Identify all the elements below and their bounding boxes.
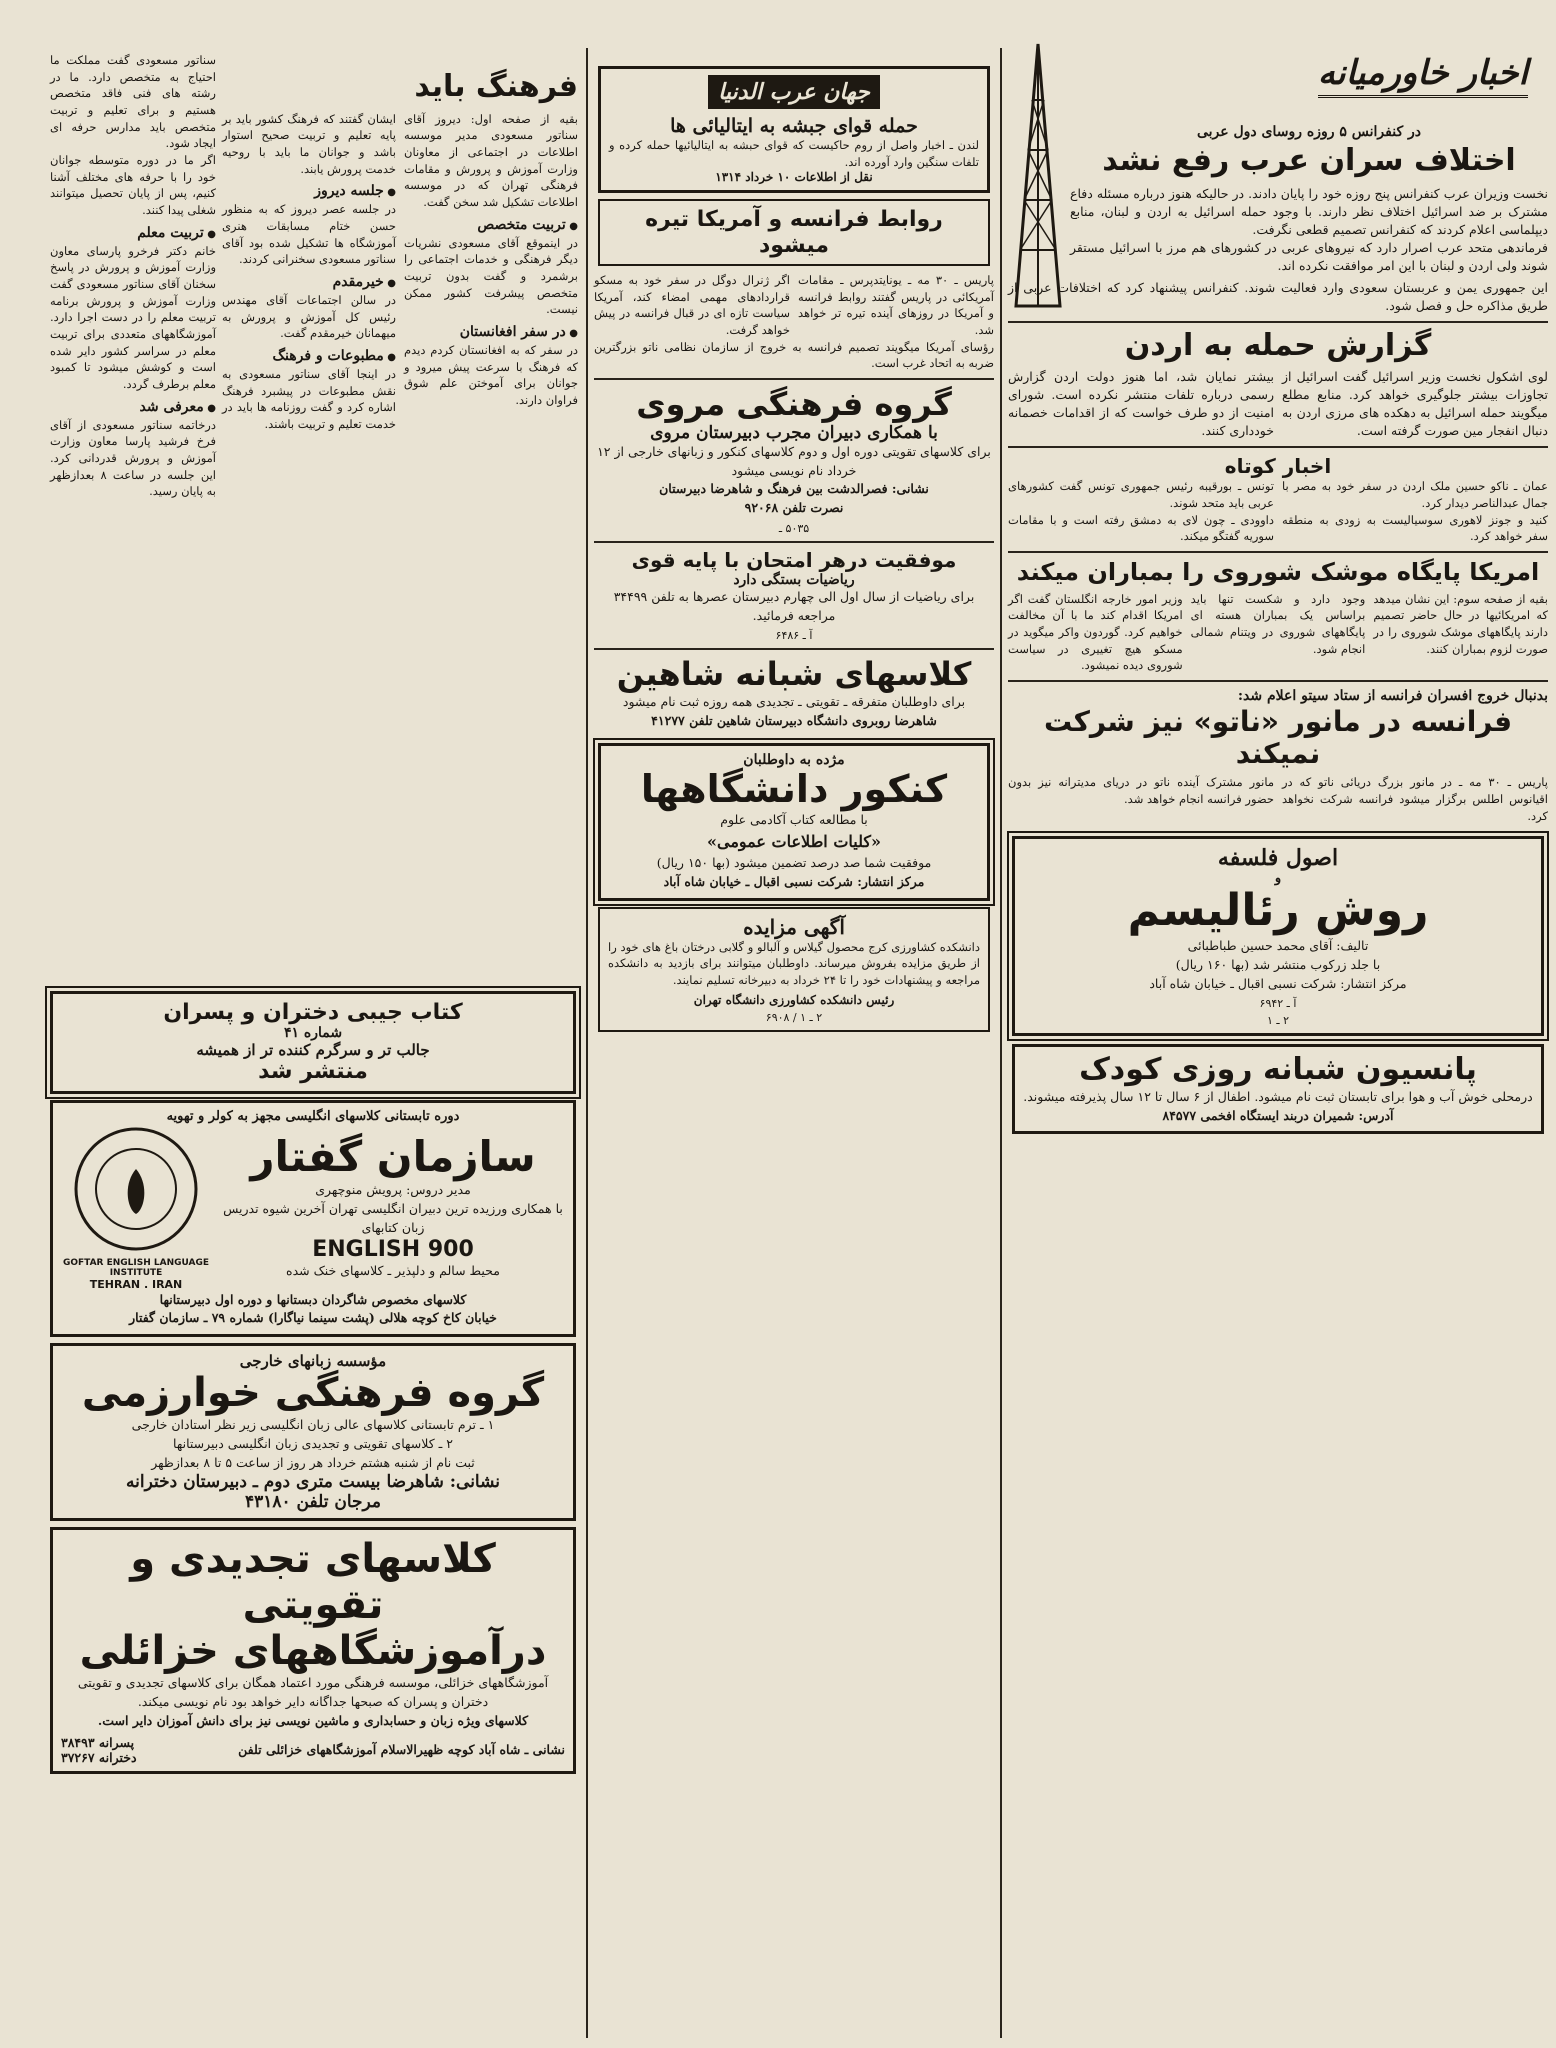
short-news-item: تونس ـ بورقیبه رئیس جمهوری تونس گفت کشورهای عربی باید متحد شوند. [1008,479,1274,511]
konkur-big-title: کنکور دانشگاهها [640,766,948,811]
goftar-logo [61,1124,211,1291]
culture-section-title: ● جلسه دیروز [222,183,396,199]
ad-code: آ ـ ۶۹۴۲ [1259,997,1297,1011]
shahin-big-title: کلاسهای شبانه شاهین [616,655,972,694]
france-kicker: بدنبال خروج افسران فرانسه از ستاد سیتو اعلام شد: [1237,688,1548,705]
ad-line: محیط سالم و دلپذیر ـ کلاسهای خنک شده [286,1263,500,1279]
left-paragraph: اگر ما در دوره متوسطه جوانان خود را با حرفه های مختلف آشنا کنیم، پس از پایان تحصیل میتوانند شغلی پیدا کنند. [50,153,216,218]
left-section-title: ● تربیت معلم [50,225,216,241]
pension-big-title: پانسیون شبانه روزی کودک [1079,1052,1477,1088]
ad-line: نصرت تلفن ۹۲۰۶۸ [744,500,844,516]
ad-line: کلاسهای ویژه زبان و حسابداری و ماشین نویسی نیز برای دانش آموزان دایر است. [97,1712,529,1728]
left-ads-block [46,985,580,1780]
arab-headline: اختلاف سران عرب رفع نشد [1102,143,1516,178]
france-paragraph: مانور مشترک آینده ناتو در دریای مدیترانه نیز بدون حضور فرانسه انجام خواهد شد. [1008,775,1274,807]
goftar-logo-text: GOFTAR ENGLISH LANGUAGE INSTITUTE [62,1257,210,1278]
center-right-column [594,60,994,2028]
relations-headline: روابط فرانسه و آمریکا تیره میشود [645,207,943,258]
relations-paragraph: پاریس ـ ۳۰ مه ـ یونایتدپرس ـ مقامات آمریکائی در پاریس گفتند روابط فرانسه و آمریکا در روزهای آینده تیره تر خواهد شد. [798,272,994,337]
ad-code: ۲ ـ ۱ / ۶۹۰۸ [765,1010,823,1024]
ad-line: برای کلاسهای تقویتی دوره اول و دوم کلاسهای کنکور و زبانهای خارجی از ۱۲ خرداد نام نویسی میشود [597,443,991,478]
arab-paragraph: فرماندهی متحد عرب اصرار دارد که نیروهای عربی در کشورهای هم مرز با اسرائیل مستقر شوند ولی اردن و لبنان با این امر موافقت نکرده اند. [1070,239,1548,273]
ad-code: ۲ ـ ۱ [1266,1014,1290,1028]
ad-line: ریاضیات بستگی دارد [733,571,855,588]
khazali-big-title-2: درآموزشگاههای خزائلی [79,1628,547,1675]
relations-paragraph: رؤسای آمریکا میگویند تصمیم فرانسه به خروج از سازمان نظامی ناتو بزرگترین ضربه به اتحاد غرب است. [594,339,994,371]
middle-east-column [1008,40,1548,2028]
ad-line: «کلیات اطلاعات عمومی» [707,832,881,851]
jordan-paragraph: بیشتر نمایان شد، اما هنوز دولت اردن گزارش رسمی درباره تلفات منتشر نکرده است. شورای امنیت از دو طرف خواست که از اقدامات خصمانه خودداری کنند. [1008,368,1274,439]
pocket-book-issue: شماره ۴۱ [283,1025,343,1042]
goftar-logo-icon [71,1124,201,1254]
ethiopia-text: لندن ـ اخبار واصل از روم حاکیست که قوای حبشه به ایتالیائیها حمله کرده و تلفات سنگین وارد آورده اند. [609,138,979,169]
ad-code: ۵۰۳۵ ـ [778,521,810,535]
exam-ad [594,549,994,643]
auction-ad [598,907,990,1032]
pension-ad [1012,1044,1544,1134]
relations-headline-box [598,199,990,266]
divider [594,378,994,380]
ad-line: شاهرضا روبروی دانشگاه دبیرستان شاهین تلفن ۴۱۲۷۷ [651,712,937,728]
khazali-big-title: کلاسهای تجدیدی و تقویتی [130,1536,496,1629]
ad-line: مدیر دروس: پرویش منوچهری [315,1182,471,1198]
ad-line: با مطالعه کتاب آکادمی علوم [720,812,868,828]
left-section-text: خانم دکتر فرخرو پارسای معاون وزارت آموزش و پرورش در پاسخ سخنان آقای سناتور مسعودی گفت وزارت آموزش و پرورش برنامه تربیت معلم را در دست اجرا دارد. آموزشگاههای متعددی برای تربیت معلم در سراسر کشور دایر شده است و کوشش میشود تا کمبود معلم برطرف گردد. [50,243,216,392]
goftar-ad [50,1100,576,1338]
kharazmi-kicker: مؤسسه زبانهای خارجی [239,1352,387,1371]
culture-section-text: در جلسه عصر دیروز که به منظور حسن ختام مسابقات هنری آموزشگاه ها تشکیل شده بود آقای سناتور مسعودی سخنرانی کردند. [222,202,396,267]
kharazmi-phone: مرجان تلفن ۴۳۱۸۰ [244,1492,382,1513]
ad-line: آدرس: شمیران دربند ایستگاه افخمی ۸۴۵۷۷ [1162,1107,1394,1123]
divider [1008,446,1548,448]
philosophy-title: اصول فلسفه [1217,845,1339,872]
culture-title: فرهنگ باید [414,69,578,104]
divider [1008,680,1548,682]
oil-derrick-icon [1008,40,1068,310]
pocket-book-ad [50,991,576,1094]
culture-section-text: در سفر که به افغانستان کردم دیدم که فرهنگ با سرعت پیش میرود و جوانان برای آموختن علم شوق فراوان دارند. [404,342,578,407]
ad-line: درمحلی خوش آب و هوا برای تابستان ثبت نام میشود. اطفال از ۶ سال تا ۱۲ سال پذیرفته میشوند. [1023,1088,1533,1104]
pocket-book-published: منتشر شد [258,1059,368,1085]
relations-paragraph: اگر ژنرال دوگل در سفر خود به مسکو قراردادهای مهمی امضاء کند، آمریکا سیاست تازه ای در قبال فرانسه در پیش خواهد گرفت. [594,272,790,337]
pocket-book-title: کتاب جیبی دختران و پسران [163,1000,463,1025]
arab-paragraph: نخست وزیران عرب کنفرانس پنج روزه خود را پایان دادند. در حالیکه هنوز درباره مسئله دفاع مشترک بر ضد اسرائیل اختلاف نظر دارند. با وجود حمله اسرائیل به اردن و لبنان، منابع دیپلماسی اعلام کردند که کنفرانس تصمیم قطعی نگرفت. [1070,185,1548,237]
short-news-item: عمان ـ ناکو حسین ملک اردن در سفر خود به مصر با جمال عبدالناصر دیدار کرد. [1282,479,1548,511]
usa-paragraph: وجود دارد و شکست تنها باید براساس یک بمباران هسته ای پایگاههای شوروی در ویتنام شمالی انجام شود. [1190,591,1366,656]
divider [594,648,994,650]
arab-paragraph: این جمهوری یمن و عربستان سعودی وارد فعالیت شوند. کنفرانس پیشنهاد کرد که اختلافات عربی از طریق مذاکره حل و فصل شود. [1008,280,1548,314]
goftar-logo-city: TEHRAN . IRAN [89,1277,183,1291]
section-title: اخبار خاورمیانه [1318,54,1528,98]
short-news-title: اخبار کوتاه [1224,454,1332,479]
auction-text: دانشکده کشاورزی کرج محصول گیلاس و آلبالو و گلابی درختان باغ های خود را از طریق مزایده بفروش میرساند. داوطلبان میتوانند برای بازدید به دانشکده مراجعه و پیشنهادات خود را تا ۲۴ خرداد به دبیرخانه تسلیم نمایند. [608,939,980,987]
usa-headline: امریکا پایگاه موشک شوروی را بمباران میکند [1016,558,1540,587]
goftar-english: ENGLISH 900 [312,1237,474,1263]
ad-line: با جلد زرکوب منتشر شد (بها ۱۶۰ ریال) [1175,956,1381,972]
ad-line: با همکاری ورزیده ترین دبیران انگلیسی تهران آخرین شیوه تدریس زبان کتابهای [223,1200,563,1235]
philosophy-big-title: روش رئالیسم [1127,885,1429,937]
ethiopia-source: نقل از اطلاعات ۱۰ خرداد ۱۳۱۴ [715,170,873,185]
culture-paragraph: ایشان گفتند که فرهنگ کشور باید بر پایه تعلیم و تربیت صحیح استوار باشد و جوانان ما باید با روحیه خدمت پرورش یابند. [222,111,396,176]
ad-line: موفقیت شما صد درصد تضمین میشود (بها ۱۵۰ ریال) [656,855,932,870]
marvi-sub: با همکاری دبیران مجرب دبیرستان مروی [650,422,938,443]
france-headline: فرانسه در مانور «ناتو» نیز شرکت نمیکند [1043,705,1513,771]
jordan-headline: گزارش حمله به اردن [1124,328,1432,364]
divider [1008,551,1548,553]
goftar-big-title: سازمان گفتار [250,1131,536,1181]
left-paragraph: سناتور مسعودی گفت مملکت ما احتیاج به متخصص دارد. ما در رشته های فنی فاقد متخصص هستیم و برای تعلیم و تربیت متخصص باید مدارس حرفه ای ایجاد شود. [50,53,216,151]
usa-paragraph: وزیر امور خارجه انگلستان گفت اگر امریکا اقدام کند ما با آن مخالفت خواهیم کرد. گوردون واکر میگوید در مسکو هیچ تغییری در سیاست شوروی دیده نمیشود. [1007,591,1183,673]
goftar-kicker: دوره تابستانی کلاسهای انگلیسی مجهز به کولر و تهویه [166,1108,460,1124]
philosophy-ad [1012,836,1544,1036]
khazali-ad [50,1527,576,1773]
culture-section-title: ● مطبوعات و فرهنگ [222,348,396,364]
ad-line: برای ریاضیات از سال اول الی چهارم دبیرستان عصرها به تلفن ۳۴۴۹۹ مراجعه فرمائید. [613,588,975,623]
jordan-paragraph: لوی اشکول نخست وزیر اسرائیل گفت اسرائیل از تجاوزات بیشتر جلوگیری خواهد کرد. منابع مطلع میگویند حمله اسرائیل به دهکده های مرزی اردن به دنبال انفجار مین صورت گرفته است. [1282,368,1548,439]
konkur-kicker: مژده به داوطلبان [743,751,845,768]
kharazmi-address: نشانی: شاهرضا بیست متری دوم ـ دبیرستان دخترانه [126,1472,500,1493]
ad-line: ۲ ـ کلاسهای تقویتی و تجدیدی زبان انگلیسی دبیرستانها [173,1435,453,1451]
culture-section-text: در اینجا آقای سناتور مسعودی به نقش مطبوعات در پیشبرد فرهنگ اشاره کرد و گفت روزنامه ها باید در خدمت تعلیم و تربیت باشند. [222,366,396,431]
culture-section-text: در سالن اجتماعات آقای مهندس رئیس کل آموزش و پرورش به میهمانان خیرمقدم گفت. [222,292,396,341]
philosophy-connector: و [1274,871,1282,887]
ethiopia-headline: حمله قوای جبشه به ایتالیائی ها [670,115,918,137]
marvi-big-title: گروه فرهنگی مروی [636,384,952,423]
culture-section-text: در اینموقع آقای مسعودی نشریات دیگر فرهنگی و خدمات اجتماعی را برشمرد و گفت بدون تربیت متخصص پیشرفت کشور ممکن نیست. [404,235,578,317]
culture-paragraph: بقیه از صفحه اول: دیروز آقای سناتور مسعودی مدیر موسسه اطلاعات در اجتماعی از معاونان وزارت آموزش و پرورش و مقامات فرهنگی تهران که در موسسه اطلاعات تشکیل شد سخن گفت. [404,111,578,209]
ad-line: مرکز انتشار: شرکت نسبی اقبال ـ خیابان شاه آباد [1149,975,1407,991]
thirty-years-ago-box [598,66,990,193]
column-rule [586,48,588,2038]
khazali-phone-girls: دخترانه ۳۷۲۶۷ [61,1749,137,1765]
ad-line: تالیف: آقای محمد حسین طباطبائی [1187,938,1369,953]
marvi-ad [594,386,994,535]
shahin-ad [594,656,994,730]
ad-line: برای داوطلبان متفرقه ـ تقویتی ـ تجدیدی همه روزه ثبت نام میشود [622,694,966,710]
ad-line: آموزشگاههای خزائلی، موسسه فرهنگی مورد اعتماد همگان برای کلاسهای تجدیدی و تقویتی دختران و پسران که صبحها جداگانه دایر خواهد بود نام نویسی میکند. [77,1675,549,1710]
kharazmi-big-title: گروه فرهنگی خوارزمی [81,1370,545,1417]
ad-line: ثبت نام از شنبه هشتم خرداد هر روز از ساعت ۵ تا ۸ بعدازظهر [151,1454,475,1470]
khazali-phone-boys: پسرانه ۳۸۴۹۳ [61,1734,135,1750]
left-section-text: درخاتمه سناتور مسعودی از آقای فرخ فرشید پارسا معاون وزارت آموزش و پرورش قدردانی کرد. این جلسه در ساعت ۸ بعدازظهر به پایان رسید. [50,417,216,499]
culture-section-title: ● در سفر افغانستان [404,324,578,340]
auction-title: آگهی مزایده [743,914,845,939]
pocket-book-tagline: جالب تر و سرگرم کننده تر از همیشه [196,1041,430,1060]
konkur-ad [598,743,990,901]
divider [1008,321,1548,323]
ad-code: آ ـ ۶۴۸۶ [775,629,813,643]
short-news-item: داوودی ـ چون لای به دمشق رفته است و با مقامات سوریه گفتگو میکند. [1008,512,1274,544]
france-paragraph: پاریس ـ ۳۰ مه ـ در مانور بزرگ دریائی ناتو که در اقیانوس اطلس برگزار میشود فرانسه شرکت نخواهد کرد. [1282,775,1548,823]
khazali-address: نشانی ـ شاه آباد کوچه ظهیرالاسلام آموزشگاههای خزائلی تلفن [238,1742,565,1758]
arab-kicker: در کنفرانس ۵ روزه روسای دول عربی [1196,124,1421,140]
culture-section-title: ● خیرمقدم [222,274,396,290]
kharazmi-ad [50,1343,576,1521]
ad-line: ۱ ـ ترم تابستانی کلاسهای عالی زبان انگلیسی زیر نظر استادان خارجی [131,1417,495,1433]
archive-header: جهان عرب الدنیا [708,75,880,109]
divider [594,541,994,543]
short-news-item: کنید و جونز لاهوری سوسیالیست به زودی به منطقه سفر خواهد کرد. [1282,512,1548,544]
usa-paragraph: بقیه از صفحه سوم: این نشان میدهد که امریکائیها در حال حاضر تصمیم دارند پایگاههای موشک شوروی را در صورت لزوم بمباران کنند. [1373,591,1548,656]
ad-line: خیابان کاخ کوچه هلالی (پشت سینما نیاگارا) شماره ۷۹ ـ سازمان گفتار [129,1310,497,1326]
exam-big-title: موفقیت درهر امتحان با پایه قوی [631,547,957,572]
ad-line: مرکز انتشار: شرکت نسبی اقبال ـ خیابان شاه آباد [663,873,925,889]
ad-line: کلاسهای مخصوص شاگردان دبستانها و دوره اول دبیرستانها [159,1291,467,1307]
auction-sign: رئیس دانشکده کشاورزی دانشگاه تهران [693,992,895,1007]
ad-line: نشانی: فصرالدشت بین فرهنگ و شاهرضا دبیرستان [659,481,929,497]
column-rule [1000,48,1002,2038]
culture-section-title: ● تربیت متخصص [404,217,578,233]
left-section-title: ● معرفی شد [50,399,216,415]
